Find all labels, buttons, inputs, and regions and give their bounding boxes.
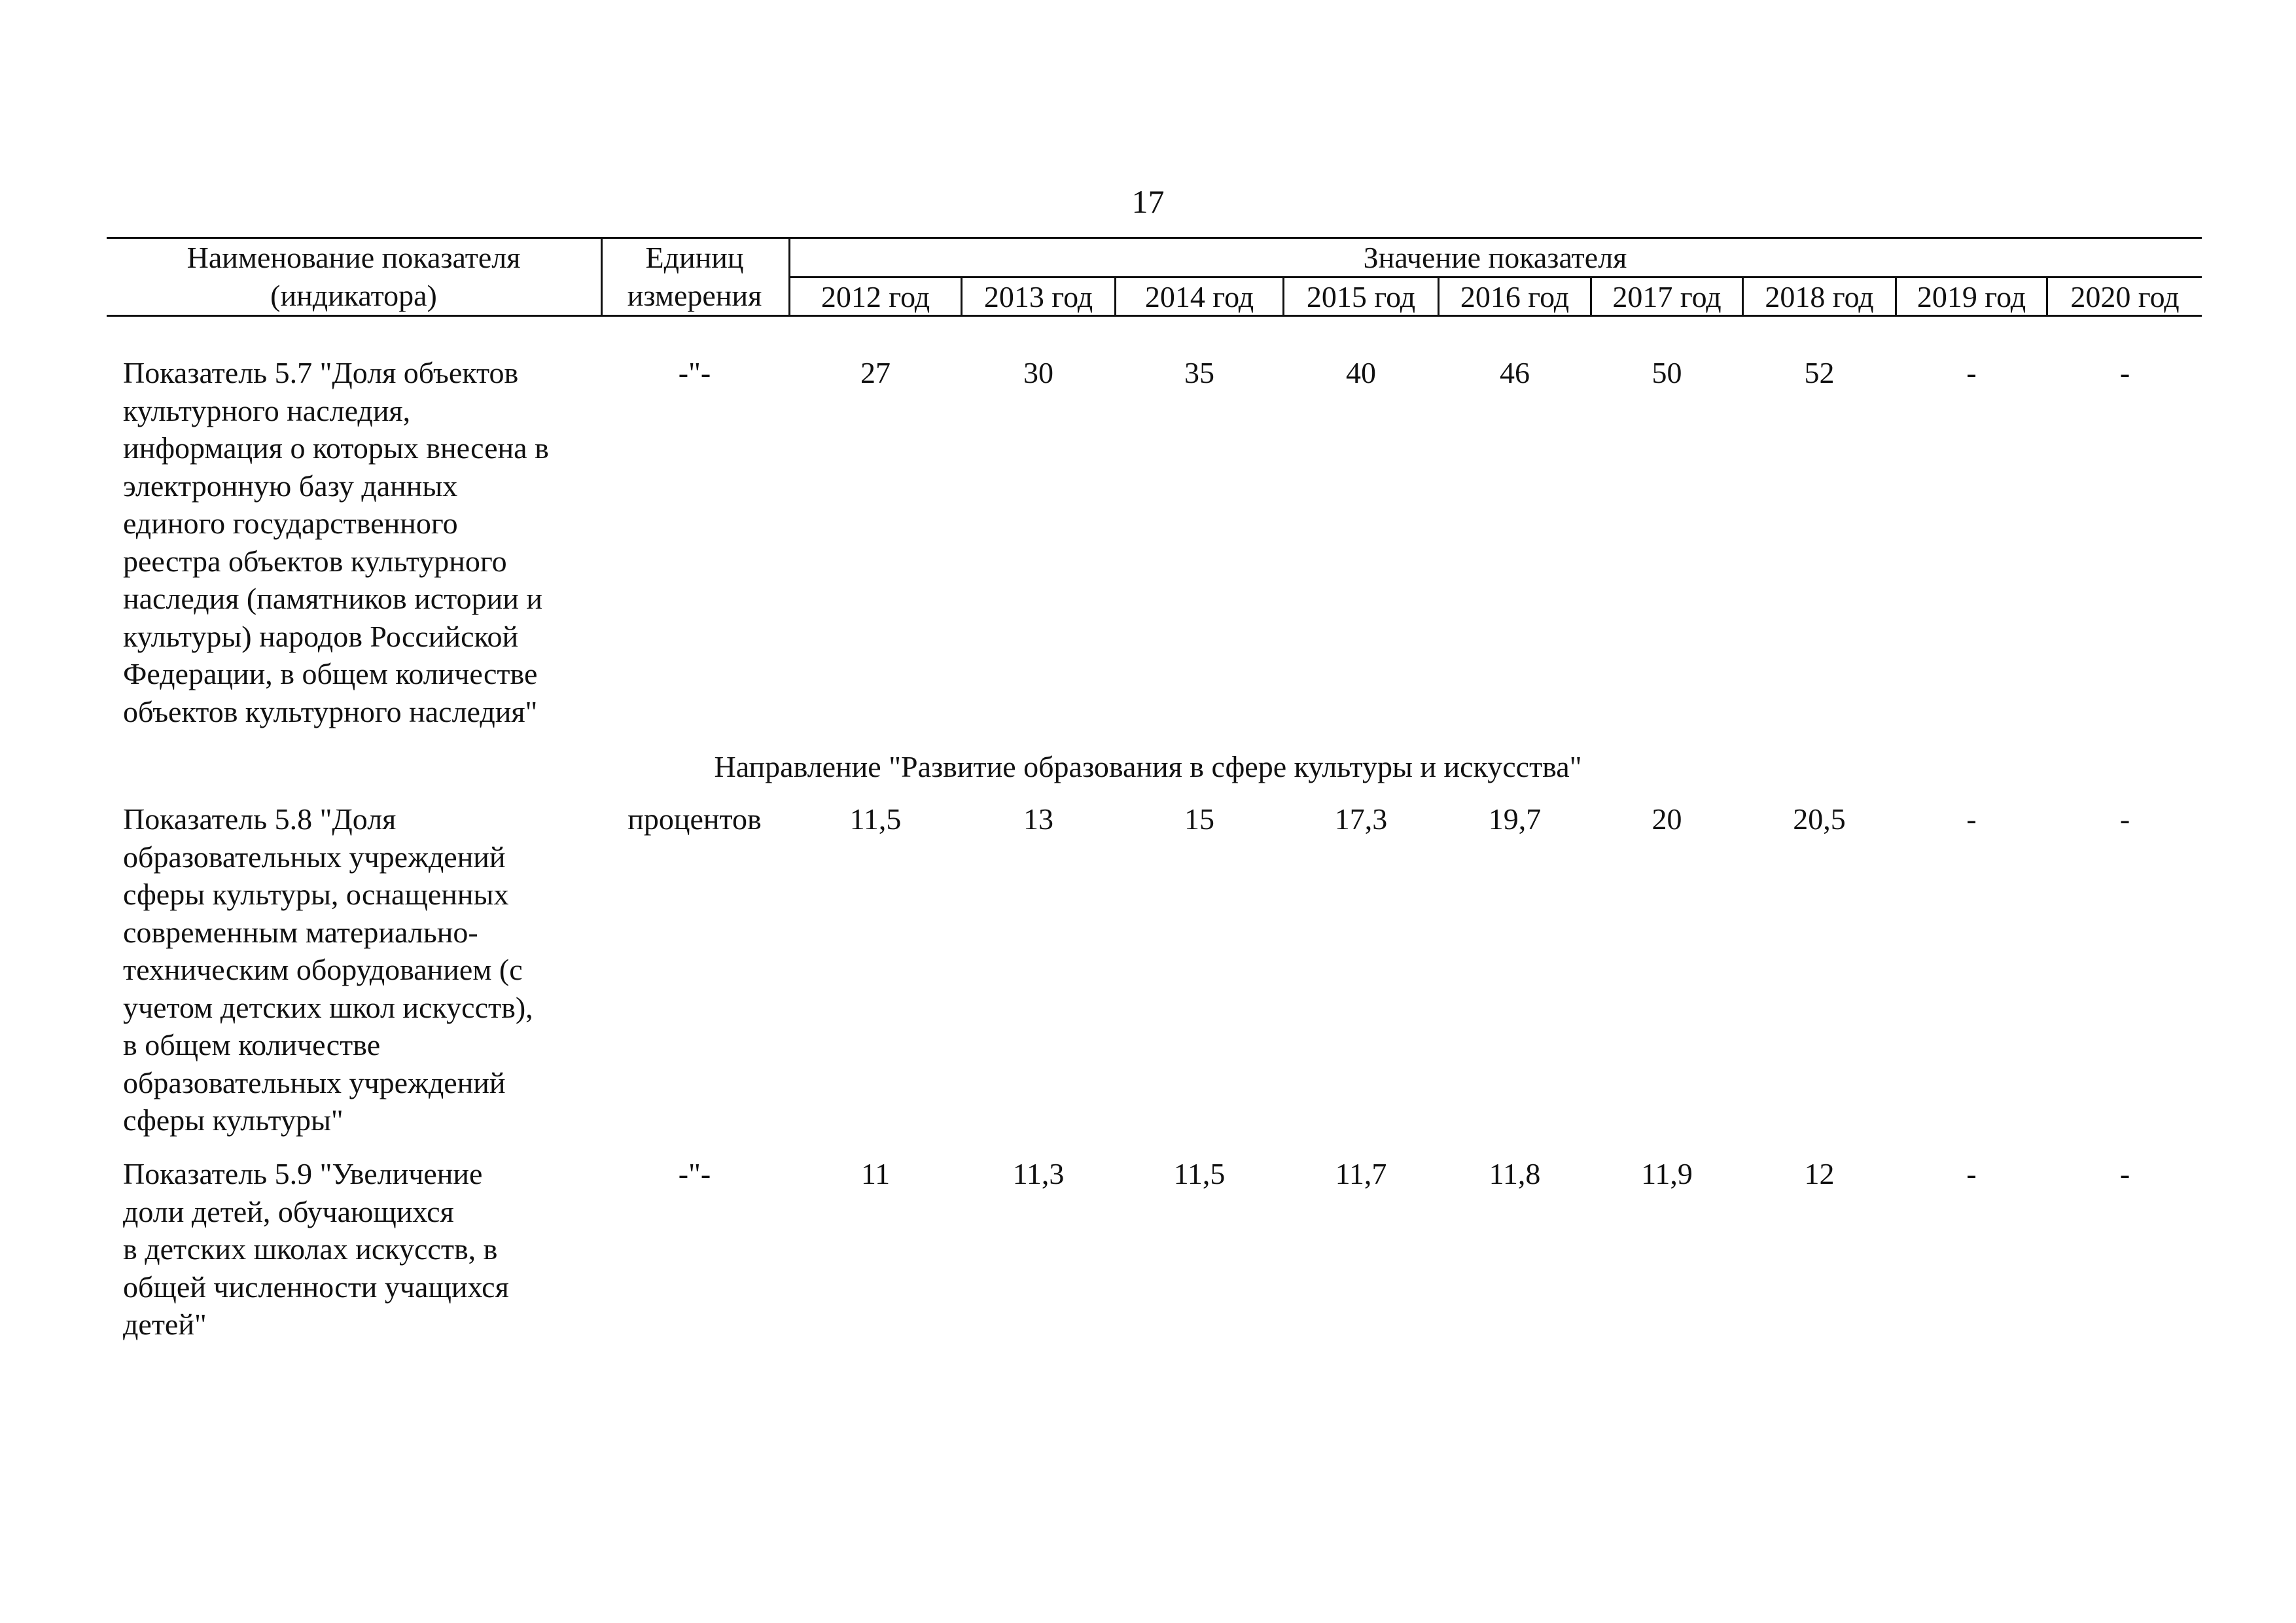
- row-name-line: сферы культуры": [123, 1103, 344, 1137]
- header-year: 2018 год: [1765, 280, 1874, 313]
- row-value: 52: [1804, 356, 1835, 389]
- row-value: 11,3: [1012, 1157, 1065, 1190]
- row-indicator-name: [123, 1155, 509, 1344]
- page-number: 17: [1131, 183, 1165, 220]
- row-value: 11,5: [849, 802, 902, 836]
- row-value: 11,7: [1335, 1157, 1387, 1190]
- row-value: 20,5: [1793, 802, 1846, 836]
- row-value: -: [2119, 1157, 2130, 1190]
- row-indicator-name: [123, 800, 533, 1139]
- row-name-line: детей": [123, 1308, 207, 1341]
- row-name-line: образовательных учреждений: [123, 1065, 506, 1099]
- row-name-line: культуры) народов Российской: [123, 619, 519, 653]
- row-value: 11: [860, 1157, 891, 1190]
- row-value: 17,3: [1334, 802, 1388, 836]
- row-value: -: [1966, 1157, 1977, 1190]
- row-value: 13: [1023, 802, 1053, 836]
- row-name-line: реестра объектов культурного: [123, 544, 507, 578]
- header-year: 2020 год: [2070, 280, 2180, 313]
- row-name-line: учетом детских школ искусств),: [123, 990, 533, 1024]
- row-value: 50: [1651, 356, 1682, 389]
- header-year: 2015 год: [1306, 280, 1416, 313]
- row-value: -: [1966, 802, 1977, 836]
- row-name-line: доли детей, обучающихся: [123, 1194, 454, 1228]
- header-name-line1: Наименование показателя: [186, 241, 521, 274]
- row-name-line: в детских школах искусств, в: [123, 1232, 498, 1266]
- row-name-line: образовательных учреждений: [123, 840, 506, 874]
- row-name-line: техническим оборудованием (с: [123, 953, 523, 986]
- header-value-title: Значение показателя: [1363, 241, 1627, 274]
- row-value: -: [1966, 356, 1977, 389]
- row-value: -: [2119, 356, 2130, 389]
- row-name-line: наследия (памятников истории и: [123, 582, 542, 615]
- row-value: -: [2119, 802, 2130, 836]
- row-value: 20: [1651, 802, 1682, 836]
- row-name-line: современным материально-: [123, 915, 478, 949]
- table-header: [107, 237, 2202, 317]
- row-name-line: Показатель 5.8 "Доля: [123, 802, 397, 836]
- row-name-line: в общем количестве: [123, 1028, 381, 1061]
- header-name-line2: (индикатора): [270, 279, 437, 312]
- row-value: 19,7: [1488, 802, 1542, 836]
- row-unit: -"-: [678, 356, 711, 389]
- section-title: Направление "Развитие образования в сфере культуры и искусства": [714, 750, 1582, 783]
- row-name-line: объектов культурного наследия": [123, 694, 538, 728]
- row-value: 46: [1500, 356, 1530, 389]
- row-name-line: информация о которых внесена в: [123, 431, 549, 465]
- row-name-line: общей численности учащихся: [123, 1270, 509, 1304]
- header-year: 2019 год: [1916, 280, 2026, 313]
- row-value: 11,8: [1489, 1157, 1541, 1190]
- row-value: 15: [1184, 802, 1214, 836]
- header-year: 2012 год: [821, 280, 930, 313]
- row-value: 11,9: [1641, 1157, 1693, 1190]
- row-unit: -"-: [678, 1157, 711, 1190]
- row-name-line: Федерации, в общем количестве: [123, 657, 538, 690]
- row-name-line: единого государственного: [123, 507, 458, 540]
- row-value: 27: [860, 356, 891, 389]
- row-unit: процентов: [627, 802, 762, 836]
- row-value: 35: [1184, 356, 1214, 389]
- row-value: 30: [1023, 356, 1053, 389]
- header-year: 2014 год: [1144, 280, 1254, 313]
- header-year: 2013 год: [983, 280, 1093, 313]
- row-name-line: культурного наследия,: [123, 393, 411, 427]
- header-year: 2017 год: [1612, 280, 1722, 313]
- header-year: 2016 год: [1460, 280, 1570, 313]
- row-name-line: электронную базу данных: [123, 469, 458, 503]
- row-value: 12: [1804, 1157, 1835, 1190]
- header-unit-line1: Единиц: [645, 241, 744, 274]
- row-name-line: Показатель 5.7 "Доля объектов: [123, 356, 519, 389]
- row-indicator-name: [123, 354, 549, 730]
- header-unit-line2: измерения: [627, 279, 762, 312]
- row-name-line: сферы культуры, оснащенных: [123, 878, 509, 911]
- row-name-line: Показатель 5.9 "Увеличение: [123, 1157, 483, 1190]
- row-value: 40: [1346, 356, 1376, 389]
- row-value: 11,5: [1173, 1157, 1226, 1190]
